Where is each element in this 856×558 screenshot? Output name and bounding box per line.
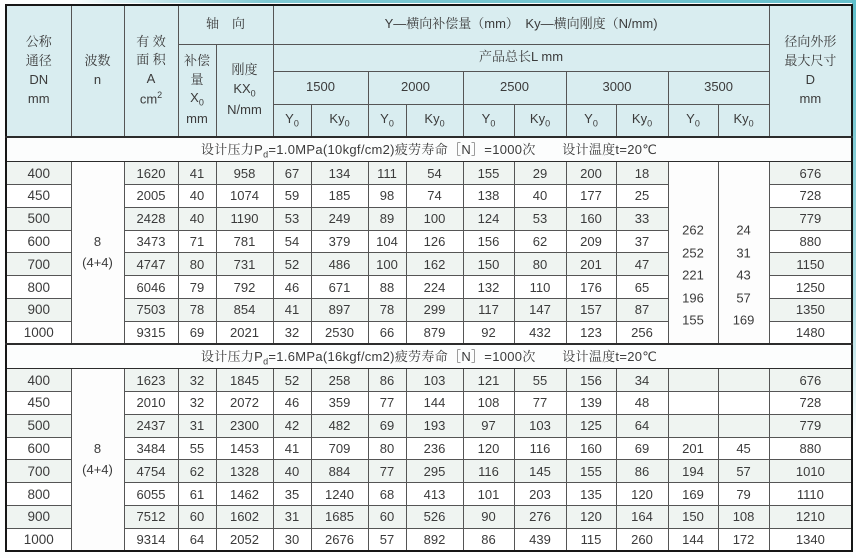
cell-dn: 400 (6, 162, 71, 185)
cell-area: 6055 (124, 483, 178, 506)
spec-table (5, 4, 853, 552)
header-ky-sub: $Ky_0$ (616, 104, 668, 137)
cell-dn: 1000 (6, 528, 71, 551)
cell-dn: 1000 (6, 321, 71, 344)
cell-value: 33 (616, 207, 668, 230)
section-title: 设计压力$P_d=1.0MPa(10kgf/cm2)$疲劳寿命［N］=1000次 设计温度t=20℃ (6, 137, 852, 162)
cell-kx0: 1845 (216, 369, 273, 392)
cell-value: 144 (668, 528, 718, 551)
cell-kx0: 1328 (216, 460, 273, 483)
cell-value: 25 (616, 185, 668, 208)
cell-d: 1350 (769, 298, 852, 321)
cell-value: 124 (463, 207, 514, 230)
cell-value: 176 (566, 276, 616, 299)
cell-value: 90 (463, 505, 514, 528)
cell-value: 120 (463, 437, 514, 460)
cell-value: 2530 (311, 321, 368, 344)
section-title: 设计压力$P_d=1.6MPa(16kgf/cm2)$疲劳寿命［N］=1000次 设计温度t=20℃ (6, 344, 852, 369)
cell-value: 34 (616, 369, 668, 392)
cell-value (668, 414, 718, 437)
table-row (6, 437, 852, 460)
table-row (6, 483, 852, 506)
cell-value: 53 (273, 207, 311, 230)
cell-value (668, 369, 718, 392)
cell-area: 2428 (124, 207, 178, 230)
table-row (6, 414, 852, 437)
cell-value: 884 (311, 460, 368, 483)
cell-value: 160 (566, 437, 616, 460)
cell-d: 880 (769, 230, 852, 253)
float-value: 196 (682, 290, 704, 306)
header-axial-comp: 补偿量 $X_0$ mm (178, 44, 216, 137)
cell-value: 30 (273, 528, 311, 551)
section-row (6, 137, 852, 162)
cell-x0: 31 (178, 414, 216, 437)
cell-x0: 41 (178, 162, 216, 185)
cell-dn: 900 (6, 298, 71, 321)
cell-value: 121 (463, 369, 514, 392)
cell-value: 18 (616, 162, 668, 185)
cell-value: 1685 (311, 505, 368, 528)
cell-value: 200 (566, 162, 616, 185)
header-length-2000: 2000 (368, 71, 463, 104)
header-dn: 公称 通径 DN mm (6, 5, 71, 137)
cell-d: 728 (769, 392, 852, 415)
cell-value: 74 (406, 185, 463, 208)
cell-value: 60 (368, 505, 406, 528)
cell-value: 139 (566, 392, 616, 415)
cell-kx0: 854 (216, 298, 273, 321)
cell-value (718, 369, 769, 392)
cell-kx0: 958 (216, 162, 273, 185)
cell-value (718, 414, 769, 437)
cell-dn: 450 (6, 392, 71, 415)
cell-wave-count: 8 (4+4) (71, 369, 124, 551)
cell-kx0: 2021 (216, 321, 273, 344)
cell-value: 86 (616, 460, 668, 483)
cell-value: 162 (406, 253, 463, 276)
cell-value: 132 (463, 276, 514, 299)
cell-value: 55 (514, 369, 566, 392)
cell-kx0: 1074 (216, 185, 273, 208)
cell-area: 4754 (124, 460, 178, 483)
cell-value: 69 (368, 414, 406, 437)
cell-value: 80 (514, 253, 566, 276)
cell-dn: 500 (6, 414, 71, 437)
header-axial-stiff: 刚度 $KX_0$ N/mm (216, 44, 273, 137)
cell-value: 88 (368, 276, 406, 299)
cell-value: 256 (616, 321, 668, 344)
cell-area: 9315 (124, 321, 178, 344)
cell-d: 676 (769, 162, 852, 185)
float-value: 57 (736, 290, 751, 306)
table-row (6, 162, 852, 185)
cell-value: 68 (368, 483, 406, 506)
cell-dn: 500 (6, 207, 71, 230)
cell-dn: 700 (6, 460, 71, 483)
cell-value: 59 (273, 185, 311, 208)
cell-wave-count: 8 (4+4) (71, 162, 124, 344)
cell-value: 134 (311, 162, 368, 185)
cell-dn: 600 (6, 437, 71, 460)
cell-value: 53 (514, 207, 566, 230)
cell-value: 486 (311, 253, 368, 276)
cell-value: 46 (273, 392, 311, 415)
cell-value: 104 (368, 230, 406, 253)
cell-value: 86 (463, 528, 514, 551)
header-row (6, 5, 852, 44)
cell-area: 2437 (124, 414, 178, 437)
cell-area: 1620 (124, 162, 178, 185)
cell-value: 111 (368, 162, 406, 185)
cell-value: 89 (368, 207, 406, 230)
header-y-sub: $Y_0$ (566, 104, 616, 137)
cell-value: 97 (463, 414, 514, 437)
section-row (6, 344, 852, 369)
cell-kx0: 2052 (216, 528, 273, 551)
cell-kx0: 1462 (216, 483, 273, 506)
header-y-sub: $Y_0$ (368, 104, 406, 137)
cell-value: 35 (273, 483, 311, 506)
cell-kx0: 2072 (216, 392, 273, 415)
cell-x0: 78 (178, 298, 216, 321)
cell-dn: 600 (6, 230, 71, 253)
cell-value: 185 (311, 185, 368, 208)
cell-x0: 79 (178, 276, 216, 299)
cell-value: 194 (668, 460, 718, 483)
cell-x0: 60 (178, 505, 216, 528)
cell-value: 379 (311, 230, 368, 253)
header-length-2500: 2500 (463, 71, 566, 104)
scan-edge-top (70, 0, 856, 3)
cell-value: 439 (514, 528, 566, 551)
float-value: 262 (682, 222, 704, 238)
cell-value: 203 (514, 483, 566, 506)
float-value: 169 (732, 312, 755, 328)
cell-area: 7512 (124, 505, 178, 528)
float-value: 221 (682, 267, 704, 283)
cell-value: 359 (311, 392, 368, 415)
cell-kx0: 1602 (216, 505, 273, 528)
table-row (6, 505, 852, 528)
cell-value: 57 (718, 460, 769, 483)
cell-value: 116 (463, 460, 514, 483)
cell-value: 79 (718, 483, 769, 506)
cell-x0: 40 (178, 185, 216, 208)
cell-value: 432 (514, 321, 566, 344)
header-y-sub: $Y_0$ (463, 104, 514, 137)
cell-x0: 62 (178, 460, 216, 483)
cell-value: 37 (616, 230, 668, 253)
cell-kx0: 792 (216, 276, 273, 299)
cell-value: 120 (616, 483, 668, 506)
cell-value (668, 392, 718, 415)
table-row (6, 528, 852, 551)
header-d: 径向外形 最大尺寸 D mm (769, 5, 852, 137)
cell-kx0: 731 (216, 253, 273, 276)
cell-value: 879 (406, 321, 463, 344)
cell-value: 116 (514, 437, 566, 460)
cell-value: 172 (718, 528, 769, 551)
cell-value: 29 (514, 162, 566, 185)
cell-value: 62 (514, 230, 566, 253)
table-row (6, 392, 852, 415)
cell-x0: 55 (178, 437, 216, 460)
cell-x0: 69 (178, 321, 216, 344)
cell-value (718, 392, 769, 415)
header-ky-sub: $Ky_0$ (406, 104, 463, 137)
cell-value: 224 (406, 276, 463, 299)
cell-value: 295 (406, 460, 463, 483)
cell-value: 156 (566, 369, 616, 392)
cell-value: 413 (406, 483, 463, 506)
cell-x0: 80 (178, 253, 216, 276)
cell-value: 482 (311, 414, 368, 437)
header-lateral: Y—横向补偿量（mm） Ky—横向刚度（N/mm) (273, 5, 769, 44)
cell-d: 1110 (769, 483, 852, 506)
cell-value: 526 (406, 505, 463, 528)
table-row (6, 369, 852, 392)
cell-value: 2676 (311, 528, 368, 551)
cell-3500-ky-column (718, 162, 769, 344)
cell-dn: 450 (6, 185, 71, 208)
cell-value: 115 (566, 528, 616, 551)
header-total-length: 产品总长L mm (273, 44, 769, 71)
cell-value: 209 (566, 230, 616, 253)
cell-value: 138 (463, 185, 514, 208)
cell-value: 193 (406, 414, 463, 437)
float-value: 43 (736, 267, 751, 283)
cell-value: 126 (406, 230, 463, 253)
cell-area: 1623 (124, 369, 178, 392)
cell-d: 1150 (769, 253, 852, 276)
cell-x0: 64 (178, 528, 216, 551)
cell-value: 46 (273, 276, 311, 299)
cell-value: 48 (616, 392, 668, 415)
cell-value: 103 (406, 369, 463, 392)
cell-dn: 900 (6, 505, 71, 528)
cell-area: 6046 (124, 276, 178, 299)
cell-value: 31 (273, 505, 311, 528)
cell-area: 9314 (124, 528, 178, 551)
cell-value: 120 (566, 505, 616, 528)
float-value: 31 (736, 245, 751, 261)
cell-value: 92 (463, 321, 514, 344)
cell-value: 47 (616, 253, 668, 276)
cell-value: 160 (566, 207, 616, 230)
cell-area: 3473 (124, 230, 178, 253)
cell-value: 164 (616, 505, 668, 528)
cell-area: 7503 (124, 298, 178, 321)
cell-value: 249 (311, 207, 368, 230)
table-row (6, 460, 852, 483)
cell-value: 117 (463, 298, 514, 321)
cell-value: 177 (566, 185, 616, 208)
cell-d: 1480 (769, 321, 852, 344)
cell-value: 100 (368, 253, 406, 276)
cell-value: 108 (463, 392, 514, 415)
cell-value: 260 (616, 528, 668, 551)
cell-value: 65 (616, 276, 668, 299)
cell-value: 155 (463, 162, 514, 185)
cell-value: 52 (273, 369, 311, 392)
cell-d: 1010 (769, 460, 852, 483)
cell-value: 144 (406, 392, 463, 415)
header-length-3000: 3000 (566, 71, 668, 104)
header-area: 有 效 面 积 A $cm^2$ (124, 5, 178, 137)
cell-value: 54 (406, 162, 463, 185)
cell-kx0: 1190 (216, 207, 273, 230)
cell-value: 69 (616, 437, 668, 460)
cell-value: 897 (311, 298, 368, 321)
cell-d: 728 (769, 185, 852, 208)
cell-value: 77 (368, 392, 406, 415)
cell-area: 4747 (124, 253, 178, 276)
cell-value: 78 (368, 298, 406, 321)
cell-value: 42 (273, 414, 311, 437)
cell-value: 54 (273, 230, 311, 253)
cell-dn: 800 (6, 483, 71, 506)
header-wave: 波数 n (71, 5, 124, 137)
header-length-1500: 1500 (273, 71, 368, 104)
cell-value: 66 (368, 321, 406, 344)
cell-value: 671 (311, 276, 368, 299)
cell-value: 236 (406, 437, 463, 460)
cell-value: 86 (368, 369, 406, 392)
cell-kx0: 1453 (216, 437, 273, 460)
header-ky-sub: $Ky_0$ (718, 104, 769, 137)
cell-value: 101 (463, 483, 514, 506)
cell-value: 67 (273, 162, 311, 185)
cell-x0: 61 (178, 483, 216, 506)
cell-value: 155 (566, 460, 616, 483)
cell-value: 110 (514, 276, 566, 299)
cell-value: 299 (406, 298, 463, 321)
cell-value: 52 (273, 253, 311, 276)
float-value: 24 (736, 222, 751, 238)
cell-x0: 40 (178, 207, 216, 230)
cell-value: 1240 (311, 483, 368, 506)
cell-value: 201 (566, 253, 616, 276)
header-length-3500: 3500 (668, 71, 769, 104)
cell-dn: 800 (6, 276, 71, 299)
cell-3500-y-column (668, 162, 718, 344)
cell-value: 201 (668, 437, 718, 460)
cell-dn: 700 (6, 253, 71, 276)
cell-value: 100 (406, 207, 463, 230)
cell-dn: 400 (6, 369, 71, 392)
cell-value: 108 (718, 505, 769, 528)
cell-value: 135 (566, 483, 616, 506)
cell-value: 57 (368, 528, 406, 551)
header-y-sub: $Y_0$ (273, 104, 311, 137)
cell-value: 156 (463, 230, 514, 253)
cell-area: 3484 (124, 437, 178, 460)
cell-value: 157 (566, 298, 616, 321)
cell-value: 169 (668, 483, 718, 506)
cell-value: 709 (311, 437, 368, 460)
cell-value: 41 (273, 298, 311, 321)
cell-d: 880 (769, 437, 852, 460)
cell-value: 123 (566, 321, 616, 344)
cell-x0: 71 (178, 230, 216, 253)
cell-area: 2005 (124, 185, 178, 208)
cell-kx0: 2300 (216, 414, 273, 437)
cell-d: 1250 (769, 276, 852, 299)
cell-value: 150 (668, 505, 718, 528)
cell-value: 147 (514, 298, 566, 321)
cell-d: 779 (769, 207, 852, 230)
header-ky-sub: $Ky_0$ (311, 104, 368, 137)
cell-value: 45 (718, 437, 769, 460)
float-value: 155 (682, 312, 704, 328)
cell-value: 64 (616, 414, 668, 437)
cell-value: 258 (311, 369, 368, 392)
float-value: 252 (682, 245, 704, 261)
cell-d: 676 (769, 369, 852, 392)
cell-value: 276 (514, 505, 566, 528)
cell-d: 779 (769, 414, 852, 437)
header-ky-sub: $Ky_0$ (514, 104, 566, 137)
cell-value: 125 (566, 414, 616, 437)
cell-value: 98 (368, 185, 406, 208)
cell-value: 40 (273, 460, 311, 483)
cell-area: 2010 (124, 392, 178, 415)
cell-value: 32 (273, 321, 311, 344)
cell-value: 145 (514, 460, 566, 483)
cell-value: 41 (273, 437, 311, 460)
header-y-sub: $Y_0$ (668, 104, 718, 137)
cell-value: 77 (368, 460, 406, 483)
header-axial: 轴 向 (178, 5, 273, 44)
cell-d: 1210 (769, 505, 852, 528)
cell-kx0: 781 (216, 230, 273, 253)
cell-value: 892 (406, 528, 463, 551)
cell-d: 1340 (769, 528, 852, 551)
cell-x0: 32 (178, 369, 216, 392)
cell-value: 77 (514, 392, 566, 415)
cell-value: 150 (463, 253, 514, 276)
cell-value: 87 (616, 298, 668, 321)
cell-value: 80 (368, 437, 406, 460)
cell-value: 103 (514, 414, 566, 437)
cell-x0: 32 (178, 392, 216, 415)
cell-value: 40 (514, 185, 566, 208)
